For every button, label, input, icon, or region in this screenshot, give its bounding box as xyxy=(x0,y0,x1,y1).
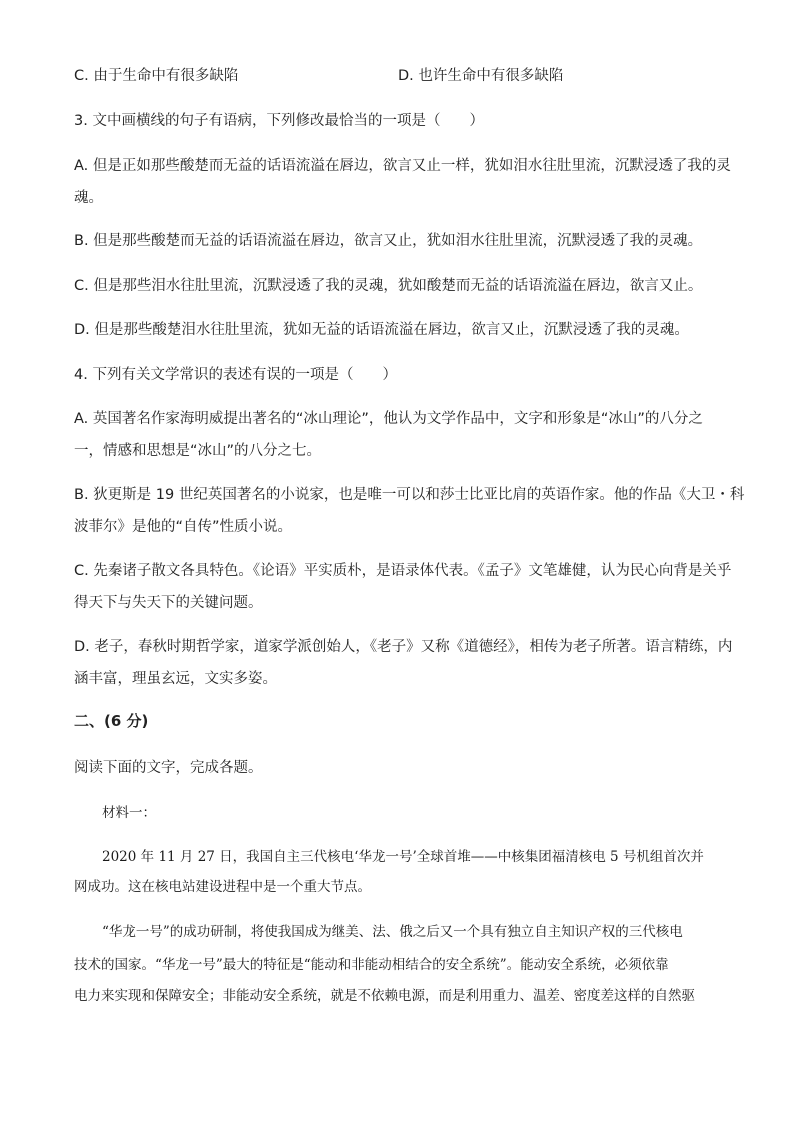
q4-option-b-line2: 波菲尔》是他的“自传”性质小说。 xyxy=(74,519,293,535)
material-p2-line1: “华龙一号”的成功研制，将使我国成为继美、法、俄之后又一个具有独立自主知识产权的三代核电 xyxy=(102,924,683,940)
material-p2-line3: 电力来实现和保障安全；非能动安全系统，就是不依赖电源，而是利用重力、温差、密度差这样的自然驱 xyxy=(74,988,695,1004)
q4-option-b-line1: B. 狄更斯是 19 世纪英国著名的小说家，也是唯一可以和莎士比亚比肩的英语作家。他的作品《大卫・科 xyxy=(74,487,745,503)
q4-option-c-line2: 得天下与失天下的关键问题。 xyxy=(74,595,263,611)
material-label: 材料一： xyxy=(102,805,156,821)
q2-option-d: D. 也许生命中有很多缺陷 xyxy=(398,68,564,84)
q4-option-a-line1: A. 英国著名作家海明威提出著名的“冰山理论”，他认为文学作品中，文字和形象是“冰山”的八分之 xyxy=(74,411,703,427)
material-p1-line2: 网成功。这在核电站建设进程中是一个重大节点。 xyxy=(74,879,371,895)
q4-stem: 4. 下列有关文学常识的表述有误的一项是（ ） xyxy=(74,367,397,383)
q4-option-c-line1: C. 先秦诸子散文各具特色。《论语》平实质朴，是语录体代表。《孟子》文笔雄健，认为民心向背是关乎 xyxy=(74,563,732,579)
q3-option-c: C. 但是那些泪水往肚里流，沉默浸透了我的灵魂，犹如酸楚而无益的话语流溢在唇边，欲言又止。 xyxy=(74,278,703,294)
section2-heading: 二、(6 分) xyxy=(74,712,149,730)
section2-instruction: 阅读下面的文字，完成各题。 xyxy=(74,760,263,776)
q3-option-a-line2: 魂。 xyxy=(74,190,103,206)
q4-option-a-line2: 一，情感和思想是“冰山”的八分之七。 xyxy=(74,443,322,459)
material-p1-line1: 2020 年 11 月 27 日，我国自主三代核电‘华龙一号’全球首堆——中核集团福清核电 5 号机组首次并 xyxy=(102,849,704,865)
q3-option-d: D. 但是那些酸楚泪水往肚里流，犹如无益的话语流溢在唇边，欲言又止，沉默浸透了我的灵魂。 xyxy=(74,322,689,338)
q2-option-c: C. 由于生命中有很多缺陷 xyxy=(74,68,239,84)
q4-option-d-line2: 涵丰富，理虽玄远，文实多姿。 xyxy=(74,671,277,687)
q3-option-b: B. 但是那些酸楚而无益的话语流溢在唇边，欲言又止，犹如泪水往肚里流，沉默浸透了我的灵魂。 xyxy=(74,233,703,249)
q3-stem: 3. 文中画横线的句子有语病，下列修改最恰当的一项是（ ） xyxy=(74,113,484,129)
q3-option-a-line1: A. 但是正如那些酸楚而无益的话语流溢在唇边，欲言又止一样，犹如泪水往肚里流，沉默浸透了我的灵 xyxy=(74,158,731,174)
material-p2-line2: 技术的国家。“华龙一号”最大的特征是“能动和非能动相结合的安全系统”。能动安全系统，必须依靠 xyxy=(74,957,669,973)
q4-option-d-line1: D. 老子，春秋时期哲学家，道家学派创始人，《老子》又称《道德经》，相传为老子所著。语言精练，内 xyxy=(74,639,733,655)
